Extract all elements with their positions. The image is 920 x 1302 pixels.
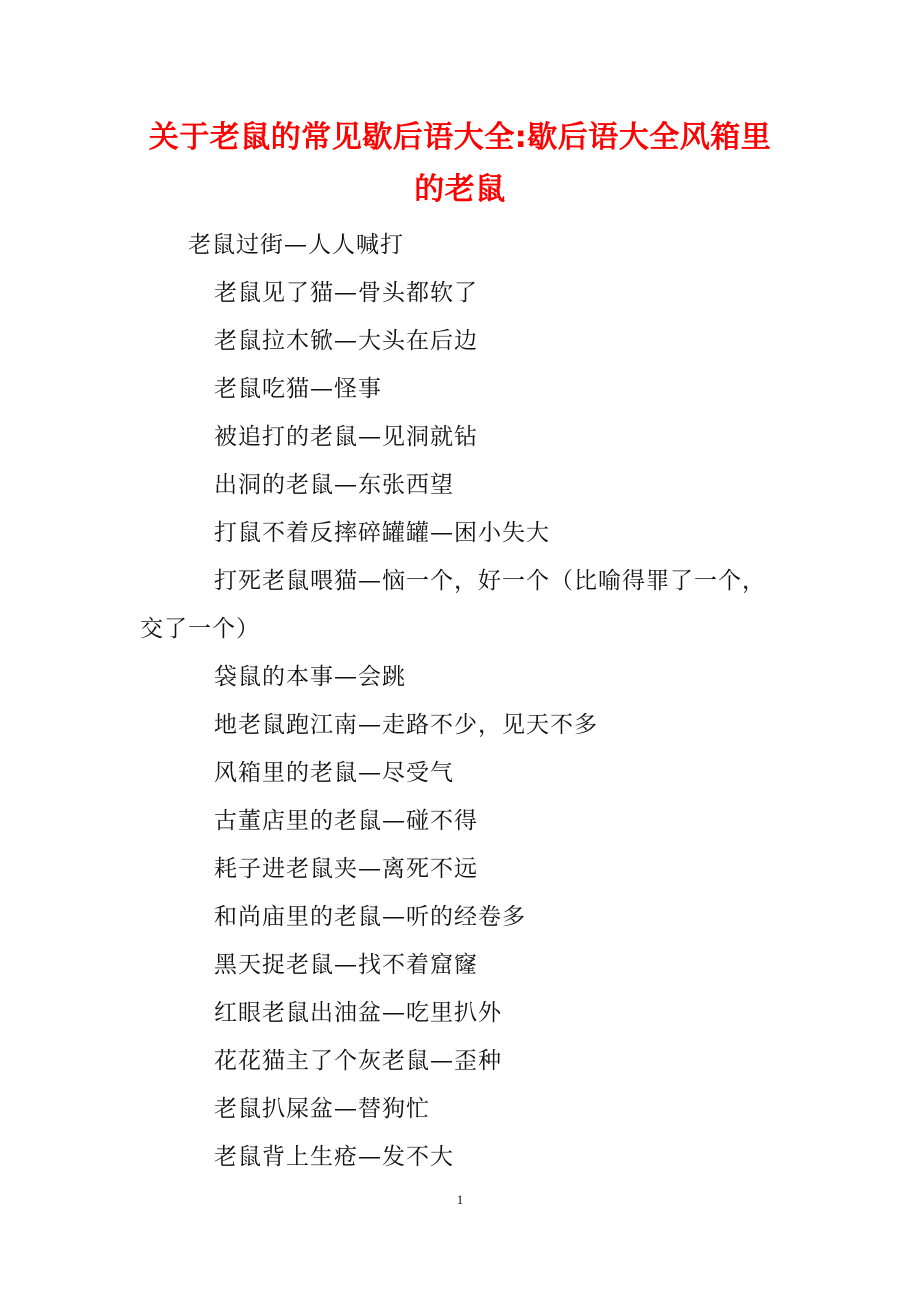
proverb-line: 风箱里的老鼠—尽受气 [214,760,454,786]
proverb-line: 被追打的老鼠—见洞就钻 [214,424,478,450]
proverb-line: 红眼老鼠出油盆—吃里扒外 [214,1000,502,1026]
proverb-line: 打死老鼠喂猫—恼一个，好一个（比喻得罪了一个， [214,568,766,594]
proverb-line: 耗子进老鼠夹—离死不远 [214,856,478,882]
proverb-line: 和尚庙里的老鼠—听的经卷多 [214,904,526,930]
proverb-line: 出洞的老鼠—东张西望 [214,472,454,498]
proverb-line: 老鼠过街—人人喊打 [188,232,404,258]
document-title-text: 关于老鼠的常见歇后语大全:歇后语大全风箱里的老鼠 [148,120,772,207]
proverb-line: 老鼠背上生疮—发不大 [214,1144,454,1170]
proverb-line: 打鼠不着反摔碎罐罐—困小失大 [214,520,550,546]
proverb-line: 花花猫主了个灰老鼠—歪种 [214,1048,502,1074]
page-number: 1 [456,1192,464,1207]
proverb-line: 老鼠见了猫—骨头都软了 [214,280,478,306]
proverb-line: 地老鼠跑江南—走路不少，见天不多 [214,712,598,738]
proverb-line: 袋鼠的本事—会跳 [214,664,406,690]
proverb-line: 老鼠拉木锨—大头在后边 [214,328,478,354]
proverb-line-continued: 交了一个） [140,616,260,642]
proverb-line: 黑天捉老鼠—找不着窟窿 [214,952,478,978]
proverb-line: 古董店里的老鼠—碰不得 [214,808,478,834]
proverb-line: 老鼠吃猫—怪事 [214,376,382,402]
proverb-line: 老鼠扒屎盆—替狗忙 [214,1096,430,1122]
